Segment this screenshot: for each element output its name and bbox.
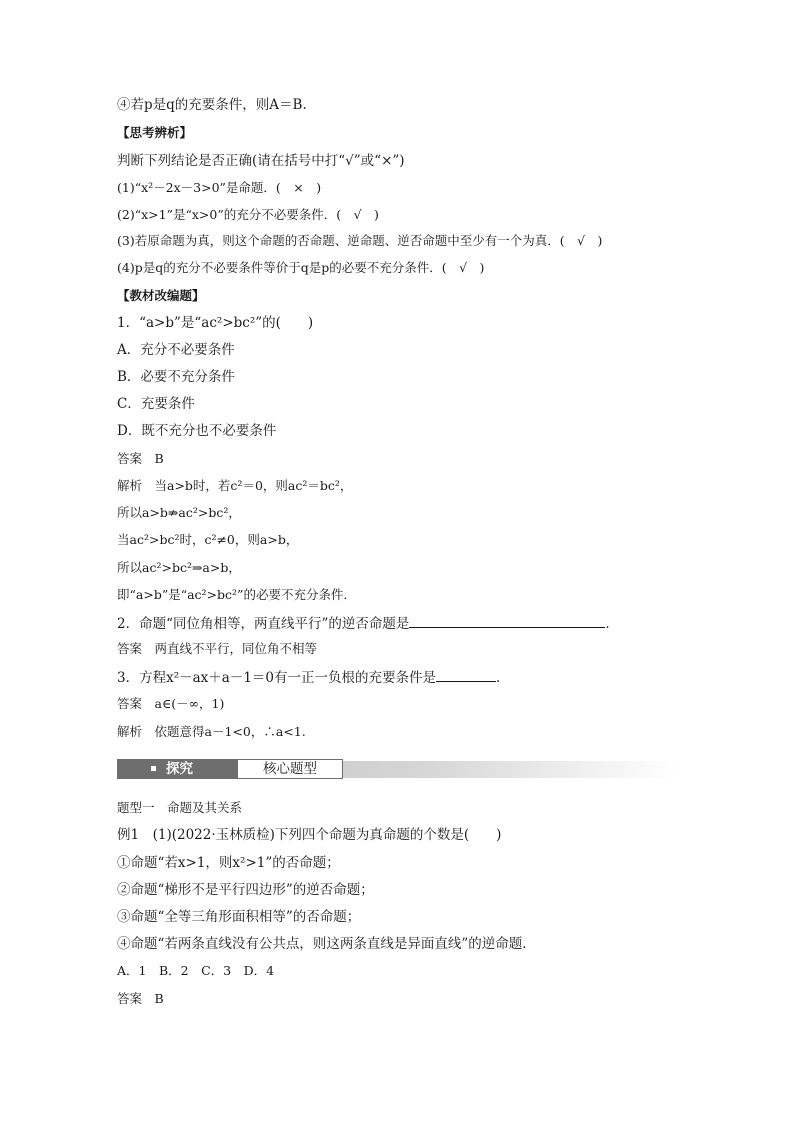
question: [117, 614, 619, 632]
answer: 答案 两直线不平行，同位角不相等: [117, 641, 318, 656]
explanation: 所以a>b⇏ac²>bc²，: [117, 505, 241, 520]
question: 1．“a>b”是“ac²>bc²”的( ): [117, 315, 314, 331]
section-banner: [117, 759, 677, 781]
question-text: 3．方程x²－ax＋a－1＝0有一正一负根的充要条件是: [117, 670, 437, 686]
judgement-item: (3)若原命题为真，则这个命题的否命题、逆命题、逆否命题中至少有一个为真．( √ ): [117, 233, 603, 248]
option: C．充要条件: [117, 396, 195, 412]
explanation: 解析 当a>b时，若c²＝0，则ac²＝bc²，: [117, 478, 353, 493]
example-question: 例1 (1)(2022·玉林质检)下列四个命题为真命题的个数是( ): [117, 827, 502, 843]
answer-blank: [436, 668, 496, 682]
explanation: 当ac²>bc²时，c²≠0，则a>b，: [117, 532, 299, 547]
text-line: ④若p是q的充要条件，则A＝B.: [117, 97, 307, 113]
section-heading: 【思考辨析】: [117, 125, 193, 140]
question-period: ．: [605, 616, 619, 632]
answer: 答案 a∈(－∞，1): [117, 696, 225, 711]
banner-dark-tab: [117, 759, 237, 779]
explanation: 解析 依题意得a－1<0，∴a<1.: [117, 724, 306, 739]
example-options: A．1 B．2 C．3 D．4: [117, 963, 275, 978]
question: [117, 668, 510, 686]
example-item: ①命题“若x>1，则x²>1”的否命题；: [117, 855, 340, 871]
answer: 答案 B: [117, 451, 164, 466]
example-item: ④命题“若两条直线没有公共点，则这两条直线是异面直线”的逆命题．: [117, 936, 536, 952]
example-item: ②命题“梯形不是平行四边形”的逆否命题；: [117, 882, 374, 898]
judgement-item: (4)p是q的充分不必要条件等价于q是p的必要不充分条件．( √ ): [117, 260, 485, 275]
example-item: ③命题“全等三角形面积相等”的否命题；: [117, 909, 361, 925]
judgement-item: (1)“x²－2x－3>0”是命题．( × ): [117, 180, 322, 195]
judgement-item: (2)“x>1”是“x>0”的充分不必要条件．( √ ): [117, 207, 379, 222]
banner-dark-label: 探究: [166, 761, 193, 777]
question-period: ．: [496, 670, 510, 686]
topic-heading: 题型一 命题及其关系: [117, 800, 243, 815]
option: B．必要不充分条件: [117, 369, 235, 385]
answer-blank: [409, 614, 605, 628]
square-bullet-icon: [151, 766, 156, 771]
banner-light-tab: 核心题型: [237, 759, 343, 779]
explanation: 所以ac²>bc²⇒a>b，: [117, 560, 241, 575]
option: A．充分不必要条件: [117, 342, 235, 358]
explanation: 即“a>b”是“ac²>bc²”的必要不充分条件．: [117, 587, 356, 602]
text-line: 判断下列结论是否正确(请在括号中打“√”或“×”): [117, 153, 405, 169]
question-text: 2．命题“同位角相等，两直线平行”的逆否命题是: [117, 616, 410, 632]
section-heading: 【教材改编题】: [117, 288, 205, 303]
answer: 答案 B: [117, 991, 164, 1006]
option: D．既不充分也不必要条件: [117, 423, 277, 439]
